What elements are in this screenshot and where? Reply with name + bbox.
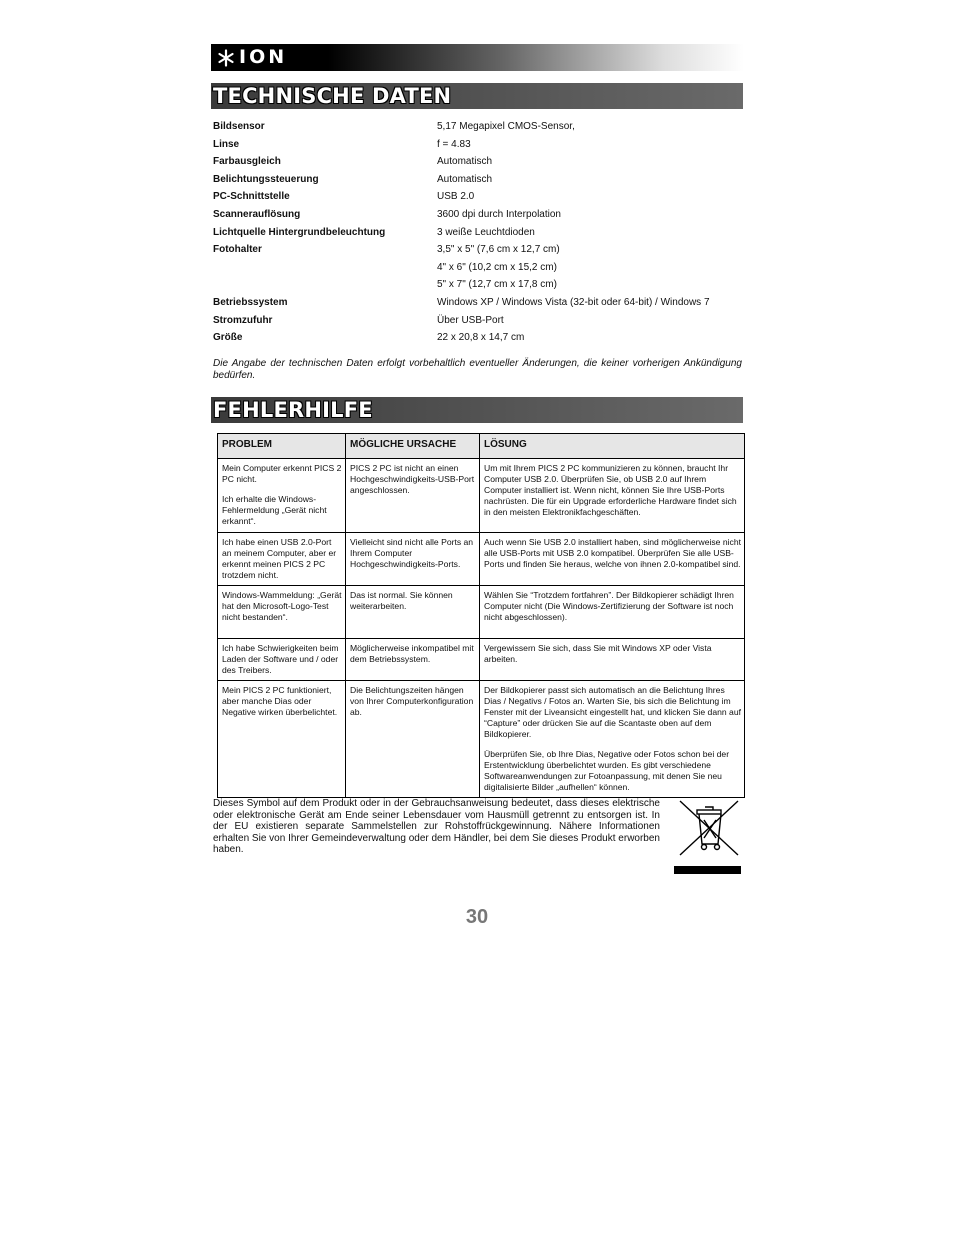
brand-name: ION <box>239 46 288 68</box>
cell-solution <box>480 681 745 798</box>
spec-label: PC-Schnittstelle <box>213 191 290 203</box>
cell-problem <box>218 459 346 533</box>
spec-label: Linse <box>213 138 240 150</box>
cell-problem <box>218 533 346 586</box>
table-header-row <box>218 434 745 459</box>
spec-values <box>437 153 743 171</box>
spec-row <box>213 118 743 136</box>
spec-value: 3600 dpi durch Interpolation <box>437 208 561 220</box>
specs-list <box>213 118 743 347</box>
cell-cause <box>346 639 480 681</box>
spec-row <box>213 136 743 154</box>
crossed-out-wheelie-bin-icon <box>677 798 741 858</box>
solution-text: Vergewissern Sie sich, dass Sie mit Windows XP oder Vista arbeiten. <box>484 643 712 664</box>
spec-value: Über USB-Port <box>437 314 504 326</box>
spec-value: Windows XP / Windows Vista (32-bit oder 64-bit) / Windows 7 <box>437 296 710 308</box>
spec-values <box>437 224 743 242</box>
ion-star-icon <box>217 49 235 67</box>
section-title-faq: FEHLERHILFE <box>213 398 373 422</box>
table-body <box>218 459 745 798</box>
column-header-solution: LÖSUNG <box>480 434 745 459</box>
cause-text: Vielleicht sind nicht alle Ports an Ihrem Computer Hochgeschwindigkeits-Ports. <box>350 537 474 569</box>
section-header-specs <box>211 83 743 109</box>
problem-text: Ich habe Schwierigkeiten beim Laden der Software und / oder des Treibers. <box>222 643 339 675</box>
cell-problem <box>218 681 346 798</box>
solution-text: Um mit Ihrem PICS 2 PC kommunizieren zu können, braucht Ihr Computer USB 2.0. Überprüfen Sie, ob USB 2.0 auf Ihrem Computer installiert ist. Wenn nicht, können Sie Ihre USB-Ports nachrüsten. Die für ein Upgrade erforderliche Hardware findet sich in den meisten Elektronikfachgeschäften. <box>484 463 737 517</box>
spec-values <box>437 241 743 294</box>
weee-bar <box>674 866 741 874</box>
solution-text: Überprüfen Sie, ob Ihre Dias, Negative oder Fotos schon bei der Erstentwicklung überbelichtet wurden. Es gibt verschiedene Softwareanwendungen zur Fotoanpassung, mit denen Sie neu digitalisierte Bilder „aufhellen“ können. <box>484 749 730 792</box>
spec-value: 3,5" x 5" (7,6 cm x 12,7 cm) <box>437 244 560 256</box>
cause-text: Das ist normal. Sie können weiterarbeiten. <box>350 590 453 611</box>
spec-values <box>437 188 743 206</box>
cause-text: PICS 2 PC ist nicht an einen Hochgeschwindigkeits-USB-Port angeschlossen. <box>350 463 475 495</box>
spec-label: Belichtungssteuerung <box>213 173 319 185</box>
cell-solution <box>480 459 745 533</box>
spec-row <box>213 171 743 189</box>
problem-text: Ich erhalte die Windows-Fehlermeldung „Gerät nicht erkannt“. <box>222 494 327 526</box>
ion-logo <box>217 46 287 69</box>
spec-label: Lichtquelle Hintergrundbeleuchtung <box>213 226 386 238</box>
weee-notice: Dieses Symbol auf dem Produkt oder in der Gebrauchsanweisung bedeutet, dass dieses elektrische oder elektronische Gerät am Ende seiner Lebensdauer vom Hausmüll getrennt zu entsorgen ist. In der EU existieren separate Sammelstellen zur Rohstoffrückgewinnung. Nähere Informationen erhalten Sie von Ihrer Gemeindeverwaltung oder dem Händler, bei dem Sie dieses Produkt erworben haben. <box>213 798 660 856</box>
spec-value: 5,17 Megapixel CMOS-Sensor, <box>437 121 575 132</box>
cell-cause <box>346 586 480 639</box>
spec-row <box>213 153 743 171</box>
cell-cause <box>346 533 480 586</box>
spec-row <box>213 241 743 294</box>
section-header-faq <box>211 397 743 423</box>
spec-value: USB 2.0 <box>437 191 475 203</box>
cell-problem <box>218 586 346 639</box>
table-row <box>218 639 745 681</box>
spec-value: Automatisch <box>437 156 493 168</box>
troubleshooting-table <box>217 433 745 798</box>
page-number: 30 <box>465 906 489 928</box>
spec-values <box>437 294 743 312</box>
cell-solution <box>480 586 745 639</box>
problem-text: Mein Computer erkennt PICS 2 PC nicht. <box>222 463 342 484</box>
solution-text: Auch wenn Sie USB 2.0 installiert haben, sind möglicherweise nicht alle USB-Ports mit USB 2.0 kompatibel. Überprüfen Sie alle USB-Ports und finden Sie heraus, welche von ihnen 2.0-kompatibel sind. <box>484 537 741 569</box>
cause-text: Die Belichtungszeiten hängen von Ihrer Computerkonfiguration ab. <box>350 685 474 717</box>
solution-text: Wählen Sie “Trotzdem fortfahren”. Der Bildkopierer schädigt Ihren Computer nicht (Die Windows-Zertifizierung der Software ist noch nicht abgeschlossen). <box>484 590 734 622</box>
spec-label: Farbausgleich <box>213 156 281 168</box>
cell-cause <box>346 459 480 533</box>
spec-value: 3 weiße Leuchtdioden <box>437 226 535 238</box>
cell-problem <box>218 639 346 681</box>
spec-values <box>437 118 743 136</box>
spec-row <box>213 329 743 347</box>
cell-cause <box>346 681 480 798</box>
spec-label: Scannerauflösung <box>213 208 301 220</box>
spec-label: Größe <box>213 332 243 344</box>
spec-label: Betriebssystem <box>213 296 288 308</box>
spec-values <box>437 136 743 154</box>
spec-values <box>437 312 743 330</box>
solution-text: Der Bildkopierer passt sich automatisch an die Belichtung Ihres Dias / Negativs / Fotos an. Warten Sie, bis sich die Belichtung im Fenster mit der Liveansicht eingestellt hat, und klicken Sie dann auf “Capture” oder drücken Sie auf die Scantaste oben auf dem Bildkopierer. <box>484 685 742 739</box>
spec-row <box>213 206 743 224</box>
brand-header-bar <box>211 44 744 71</box>
cause-text: Möglicherweise inkompatibel mit dem Betriebssystem. <box>350 643 474 664</box>
spec-values <box>437 206 743 224</box>
spec-row <box>213 312 743 330</box>
spec-value: 4" x 6" (10,2 cm x 15,2 cm) <box>437 261 557 273</box>
spec-value: 22 x 20,8 x 14,7 cm <box>437 332 525 344</box>
table-row <box>218 459 745 533</box>
spec-value: 5" x 7" (12,7 cm x 17,8 cm) <box>437 279 557 291</box>
cell-solution <box>480 639 745 681</box>
spec-row <box>213 294 743 312</box>
spec-row <box>213 188 743 206</box>
spec-values <box>437 171 743 189</box>
column-header-cause: MÖGLICHE URSACHE <box>346 434 480 459</box>
section-title-specs: TECHNISCHE DATEN <box>213 84 452 108</box>
cell-solution <box>480 533 745 586</box>
table-row <box>218 586 745 639</box>
spec-label: Stromzufuhr <box>213 314 273 326</box>
spec-value: f = 4.83 <box>437 138 471 150</box>
problem-text: Mein PICS 2 PC funktioniert, aber manche Dias oder Negative wirken überbelichtet. <box>222 685 338 717</box>
column-header-problem: PROBLEM <box>218 434 346 459</box>
problem-text: Ich habe einen USB 2.0-Port an meinem Computer, aber er erkennt meinen PICS 2 PC trotzdem nicht. <box>222 537 337 580</box>
specs-disclaimer: Die Angabe der technischen Daten erfolgt vorbehaltlich eventueller Änderungen, die keiner vorherigen Ankündigung bedürfen. <box>213 358 742 381</box>
spec-row <box>213 224 743 242</box>
spec-label: Fotohalter <box>213 244 262 256</box>
table-row <box>218 533 745 586</box>
table-row <box>218 681 745 798</box>
spec-values <box>437 329 743 347</box>
spec-label: Bildsensor <box>213 121 265 132</box>
problem-text: Windows-Wammeldung: „Gerät hat den Microsoft-Logo-Test nicht bestanden“. <box>222 590 342 622</box>
spec-value: Automatisch <box>437 173 493 185</box>
